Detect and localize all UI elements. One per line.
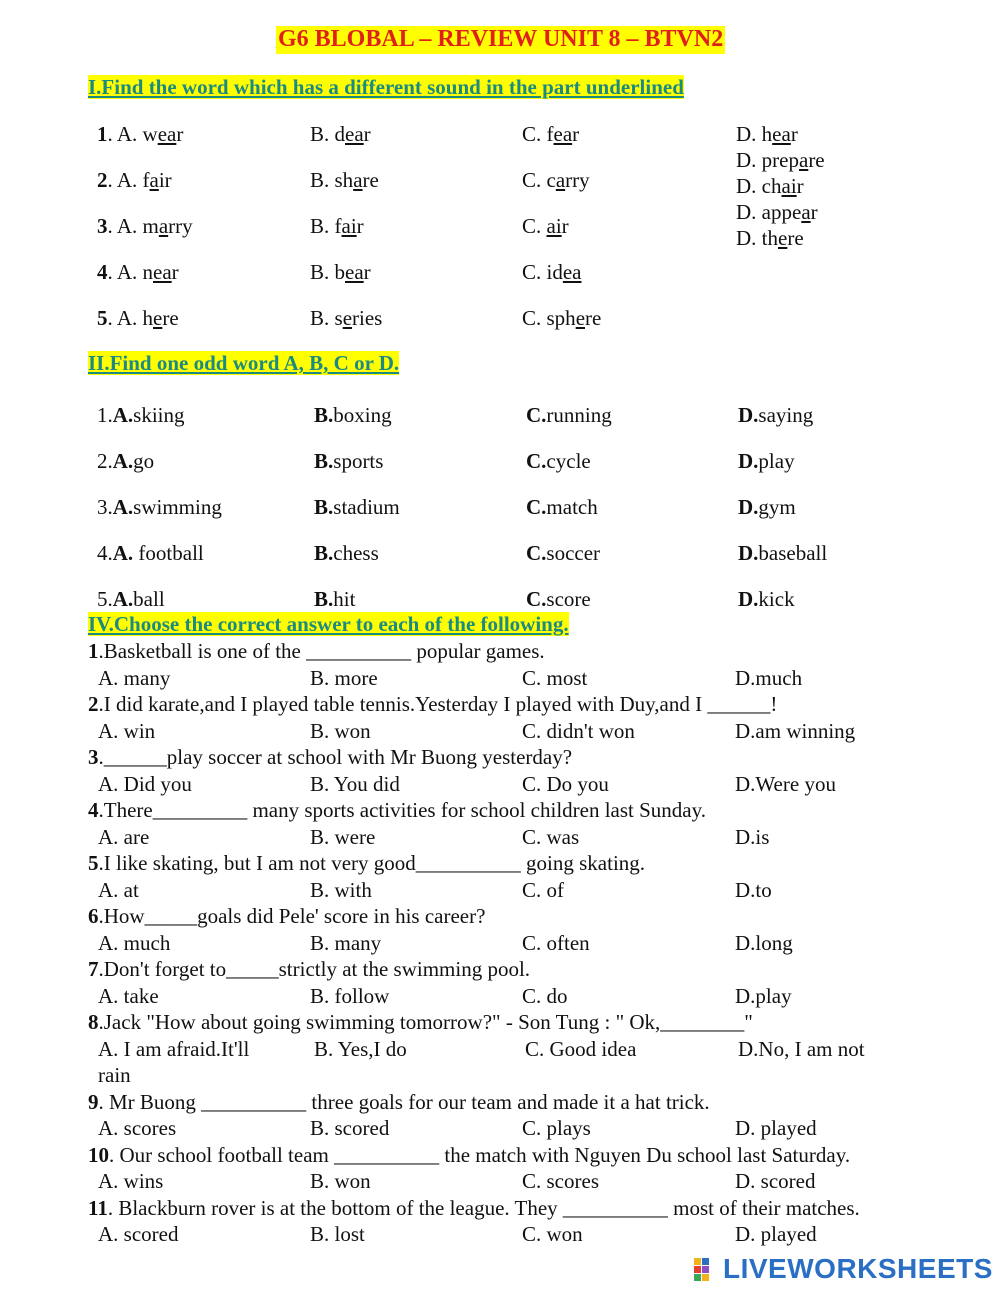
option-word: baseball [758, 541, 828, 565]
option-label: D. [738, 449, 759, 473]
option-word: soccer [546, 541, 601, 565]
answer-option-d[interactable]: D.No, I am not [738, 1036, 865, 1061]
option-text: B. b [310, 260, 346, 284]
option-word: play [758, 449, 795, 473]
underlined-part: ai [341, 214, 357, 238]
section2-heading: II.Find one odd word A, B, C or D. [88, 351, 400, 375]
answer-option-c[interactable]: C. scores [522, 1169, 599, 1193]
question-number: 2 [88, 692, 99, 716]
answer-option-c[interactable]: C. often [522, 930, 590, 955]
answer-row [0, 718, 1000, 744]
option-text: B. sh [310, 168, 354, 192]
option-text-end: ries [352, 306, 383, 330]
option-word: ball [133, 587, 165, 611]
section2-row [0, 402, 1000, 428]
answer-option-b[interactable]: B. Yes,I do [314, 1036, 407, 1061]
section1-option-d [736, 121, 798, 147]
option-label: B. [314, 587, 334, 611]
option-text: D. ch [736, 174, 782, 198]
answer-option-a[interactable]: A. wins [98, 1169, 164, 1193]
question-number: 4 [97, 260, 108, 284]
answer-row [0, 665, 1000, 691]
answer-option-c[interactable]: C. Do you [522, 771, 609, 796]
underlined-part: e [778, 226, 788, 250]
option-text-end: r [176, 122, 184, 146]
answer-option-a[interactable]: A. scored [98, 1222, 179, 1246]
answer-option-d[interactable]: D.long [735, 930, 793, 955]
dot: . [107, 122, 117, 146]
section2-option-a [97, 586, 165, 612]
section2-option-b [314, 448, 383, 474]
section1-row [0, 259, 1000, 285]
underlined-part: ea [562, 260, 582, 284]
option-label: A. [112, 495, 134, 519]
question [88, 1142, 850, 1168]
answer-option-c[interactable]: C. most [522, 665, 588, 690]
option-text: C. sph [522, 306, 576, 330]
option-text: A. m [116, 214, 159, 238]
answer-option-b[interactable]: B. with [310, 877, 372, 902]
option-text: A. n [116, 260, 154, 284]
option-text-end: rry [168, 214, 193, 238]
section1-option-a [97, 213, 193, 239]
option-text: C. id [522, 260, 563, 284]
section2-option-d [738, 494, 796, 520]
option-text-end: r [171, 260, 179, 284]
option-text-end: re [808, 148, 825, 172]
answer-row-continued [0, 1062, 1000, 1088]
section2-option-d [738, 586, 795, 612]
section1-option-d [736, 199, 818, 225]
underlined-part: a [353, 168, 363, 192]
answer-option-a[interactable]: A. win [98, 718, 156, 743]
option-text: B. d [310, 122, 346, 146]
underlined-part: e [575, 306, 586, 330]
option-word: saying [758, 403, 814, 427]
answer-option-a-continued: rain [98, 1063, 131, 1087]
answer-option-b[interactable]: B. lost [310, 1222, 365, 1246]
underlined-part: a [158, 214, 169, 238]
option-label: C. [526, 403, 547, 427]
option-word: gym [758, 495, 796, 519]
liveworksheets-logo [693, 1253, 993, 1285]
question-number: 9 [88, 1089, 99, 1114]
option-text: C. [522, 214, 547, 238]
underlined-part: e [153, 306, 163, 330]
section1-option-c [522, 305, 601, 331]
option-text: D. appe [736, 200, 802, 224]
question-number: 2 [97, 168, 108, 192]
underlined-part: a [801, 200, 811, 224]
question-number: 3 [88, 745, 99, 769]
option-label: C. [526, 541, 547, 565]
question-text: . Blackburn rover is at the bottom of the league. They __________ most of their matches. [107, 1195, 860, 1220]
option-text: B. s [310, 306, 343, 330]
answer-option-c[interactable]: C. do [522, 983, 568, 1008]
underlined-part: ea [153, 260, 172, 284]
option-text-end: ir [158, 168, 172, 192]
answer-option-a[interactable]: A. take [98, 983, 159, 1008]
answer-row [0, 983, 1000, 1009]
underlined-part: a [149, 168, 159, 192]
option-label: D. [738, 541, 759, 565]
question-number: 5. [97, 587, 113, 611]
question-number: 11 [88, 1195, 108, 1220]
answer-option-a[interactable]: A. I am afraid.It'll [98, 1036, 250, 1061]
section2-option-c [526, 448, 591, 474]
section1-option-a [97, 259, 179, 285]
option-text: A. f [116, 168, 150, 192]
answer-row [0, 1036, 1000, 1062]
option-text-end: r [363, 122, 371, 146]
answer-option-b[interactable]: B. won [310, 718, 371, 743]
section2-option-a [97, 540, 204, 566]
option-text-end: re [585, 306, 602, 330]
option-text: B. f [310, 214, 342, 238]
underlined-part: ai [781, 174, 797, 198]
option-label: C. [526, 495, 547, 519]
underlined-part: ea [553, 122, 573, 146]
question [88, 1009, 753, 1035]
option-label: B. [314, 495, 334, 519]
dot: . [107, 306, 117, 330]
question [88, 903, 485, 929]
option-label: A. [112, 541, 134, 565]
question [88, 1195, 860, 1221]
option-text-end: rry [565, 168, 590, 192]
section1-option-b [310, 305, 382, 331]
underlined-part: ea [345, 260, 364, 284]
question-text: .Don't forget to_____strictly at the swimming pool. [98, 957, 531, 981]
answer-option-d[interactable]: D.play [735, 983, 792, 1008]
underlined-part: e [342, 306, 353, 330]
section2-option-b [314, 540, 379, 566]
option-text: A. h [116, 306, 154, 330]
answer-option-b[interactable]: B. won [310, 1169, 371, 1193]
section4-heading: IV.Choose the correct answer to each of the following. [88, 612, 569, 636]
question-text: . Our school football team __________ the match with Nguyen Du school last Saturday. [109, 1142, 851, 1167]
option-label: A. [112, 403, 134, 427]
answer-option-a[interactable]: A. Did you [98, 771, 192, 796]
section2-option-a [97, 494, 222, 520]
answer-option-c[interactable]: C. Good idea [525, 1036, 637, 1061]
option-text: D. h [736, 122, 773, 146]
question-number: 4. [97, 541, 113, 565]
option-word: score [546, 587, 591, 611]
answer-option-b[interactable]: B. scored [310, 1116, 390, 1140]
option-word: match [546, 495, 598, 519]
section1-option-a [97, 305, 179, 331]
section1-row [0, 305, 1000, 331]
option-text: A. w [116, 122, 158, 146]
section1-option-c [522, 259, 582, 285]
option-label: B. [314, 449, 334, 473]
section2-option-d [738, 402, 813, 428]
answer-option-d[interactable]: D.much [735, 665, 803, 690]
answer-option-b[interactable]: B. more [310, 665, 378, 690]
answer-option-b[interactable]: B. You did [310, 771, 400, 796]
option-word: running [546, 403, 612, 427]
underlined-part: ea [157, 122, 177, 146]
page-title: G6 BLOBAL – REVIEW UNIT 8 – BTVN2 [278, 26, 724, 52]
question-number: 5 [88, 851, 99, 875]
question-number: 7 [88, 957, 99, 981]
answer-option-a[interactable]: A. scores [98, 1116, 177, 1140]
question-number: 2. [97, 449, 113, 473]
question [88, 1089, 710, 1115]
section1-option-c [522, 167, 590, 193]
option-label: D. [738, 587, 759, 611]
section1-option-b [310, 213, 364, 239]
option-text-end: r [796, 174, 804, 198]
question-number: 1 [97, 122, 108, 146]
section2-option-b [314, 402, 392, 428]
section2-option-c [526, 540, 600, 566]
answer-option-d[interactable]: D.am winning [735, 718, 856, 743]
option-word: skiing [133, 403, 185, 427]
answer-option-d[interactable]: D.to [735, 877, 772, 902]
option-word: boxing [333, 403, 392, 427]
answer-option-b[interactable]: B. follow [310, 983, 390, 1008]
option-label: B. [314, 541, 334, 565]
option-text-end: r [356, 214, 364, 238]
option-label: C. [526, 449, 547, 473]
question-number: 4 [88, 798, 99, 822]
underlined-part: ea [772, 122, 791, 146]
answer-option-d[interactable]: D.Were you [735, 771, 836, 796]
section2-option-c [526, 402, 612, 428]
section1-option-d [736, 225, 804, 251]
underlined-part: ea [345, 122, 364, 146]
answer-row [0, 771, 1000, 797]
answer-option-c[interactable]: C. was [522, 824, 580, 849]
answer-row [0, 930, 1000, 956]
question-number: 10 [88, 1142, 109, 1167]
answer-option-b[interactable]: B. many [310, 930, 382, 955]
answer-option-a[interactable]: A. much [98, 930, 171, 955]
section2-row [0, 586, 1000, 612]
section1-option-a [97, 121, 183, 147]
section1-option-b [310, 121, 371, 147]
answer-option-c[interactable]: C. plays [522, 1116, 591, 1140]
answer-option-b[interactable]: B. were [310, 824, 376, 849]
option-word: football [133, 541, 204, 565]
question-number: 1. [97, 403, 113, 427]
question-number: 3. [97, 495, 113, 519]
section1-heading: I.Find the word which has a different sound in the part underlined [88, 75, 684, 99]
section1-row [0, 213, 1000, 239]
option-text: C. c [522, 168, 556, 192]
dot: . [107, 214, 117, 238]
option-text-end: r [572, 122, 580, 146]
section1-row [0, 167, 1000, 193]
answer-row [0, 877, 1000, 903]
answer-option-d[interactable]: D. played [735, 1116, 817, 1140]
option-word: stadium [333, 495, 400, 519]
option-text: D. prep [736, 148, 799, 172]
option-word: swimming [133, 495, 222, 519]
question [88, 956, 530, 982]
option-word: kick [758, 587, 795, 611]
underlined-part: a [555, 168, 566, 192]
section2-row [0, 494, 1000, 520]
underlined-part: a [798, 148, 809, 172]
question-number: 1 [88, 639, 99, 663]
option-word: sports [333, 449, 384, 473]
liveworksheets-logo-icon [693, 1256, 719, 1282]
option-label: C. [526, 587, 547, 611]
answer-option-d[interactable]: D. scored [735, 1169, 816, 1193]
question-text: .Jack "How about going swimming tomorrow?" - Son Tung : " Ok,________" [98, 1010, 753, 1034]
question-text: .______play soccer at school with Mr Buong yesterday? [98, 745, 573, 769]
answer-option-c[interactable]: C. won [522, 1222, 583, 1246]
option-text-end: r [561, 214, 569, 238]
answer-option-a[interactable]: A. at [98, 877, 139, 902]
section1-option-c [522, 121, 579, 147]
dot: . [107, 168, 117, 192]
option-text: C. f [522, 122, 554, 146]
section2-option-a [97, 402, 185, 428]
option-label: B. [314, 403, 334, 427]
section1-option-b [310, 259, 371, 285]
question-text: .I like skating, but I am not very good__________ going skating. [98, 851, 646, 875]
section2-option-a [97, 448, 154, 474]
underlined-part: ai [546, 214, 562, 238]
question-text: . Mr Buong __________ three goals for our team and made it a hat trick. [98, 1089, 710, 1114]
option-label: D. [738, 403, 759, 427]
section1-option-b [310, 167, 379, 193]
section2-row [0, 448, 1000, 474]
section2-option-b [314, 494, 400, 520]
question [88, 744, 572, 770]
section1-option-a [97, 167, 172, 193]
option-word: go [133, 449, 155, 473]
question-text: .I did karate,and I played table tennis.Yesterday I played with Duy,and I ______! [98, 692, 778, 716]
question [88, 691, 777, 717]
answer-row [0, 824, 1000, 850]
answer-option-c[interactable]: C. didn't won [522, 718, 635, 743]
question [88, 638, 545, 664]
section2-option-b [314, 586, 355, 612]
question [88, 797, 706, 823]
section2-option-c [526, 494, 598, 520]
option-word: cycle [546, 449, 591, 473]
section1-option-c [522, 213, 569, 239]
option-label: A. [112, 449, 134, 473]
answer-row [0, 1115, 1000, 1141]
answer-option-d[interactable]: D.is [735, 824, 770, 849]
option-word: hit [333, 587, 356, 611]
section1-option-d [736, 173, 804, 199]
option-text-end: r [790, 122, 798, 146]
option-text-end: re [162, 306, 179, 330]
question-text: .Basketball is one of the __________ popular games. [98, 639, 545, 663]
section2-option-d [738, 540, 827, 566]
option-text: D. th [736, 226, 778, 250]
option-label: D. [738, 495, 759, 519]
option-word: chess [333, 541, 379, 565]
option-text-end: re [362, 168, 379, 192]
question-number: 5 [97, 306, 108, 330]
option-label: A. [112, 587, 134, 611]
answer-option-a[interactable]: A. are [98, 824, 150, 849]
logo-text: LIVEWORKSHEETS [723, 1253, 993, 1284]
section2-option-d [738, 448, 795, 474]
section2-row [0, 540, 1000, 566]
question-number: 3 [97, 214, 108, 238]
question [88, 850, 645, 876]
question-text: .How_____goals did Pele' score in his career? [98, 904, 486, 928]
question-number: 8 [88, 1010, 99, 1034]
question-number: 6 [88, 904, 99, 928]
option-text-end: r [363, 260, 371, 284]
answer-row [0, 1168, 1000, 1194]
option-text-end: re [787, 226, 804, 250]
answer-option-c[interactable]: C. of [522, 877, 564, 902]
section2-option-c [526, 586, 591, 612]
answer-option-d[interactable]: D. played [735, 1222, 817, 1246]
question-text: .There_________ many sports activities for school children last Sunday. [98, 798, 707, 822]
answer-row [0, 1221, 1000, 1247]
option-text-end: r [810, 200, 818, 224]
section1-option-d [736, 147, 825, 173]
dot: . [107, 260, 117, 284]
section1-row [0, 121, 1000, 147]
answer-option-a[interactable]: A. many [98, 665, 171, 690]
